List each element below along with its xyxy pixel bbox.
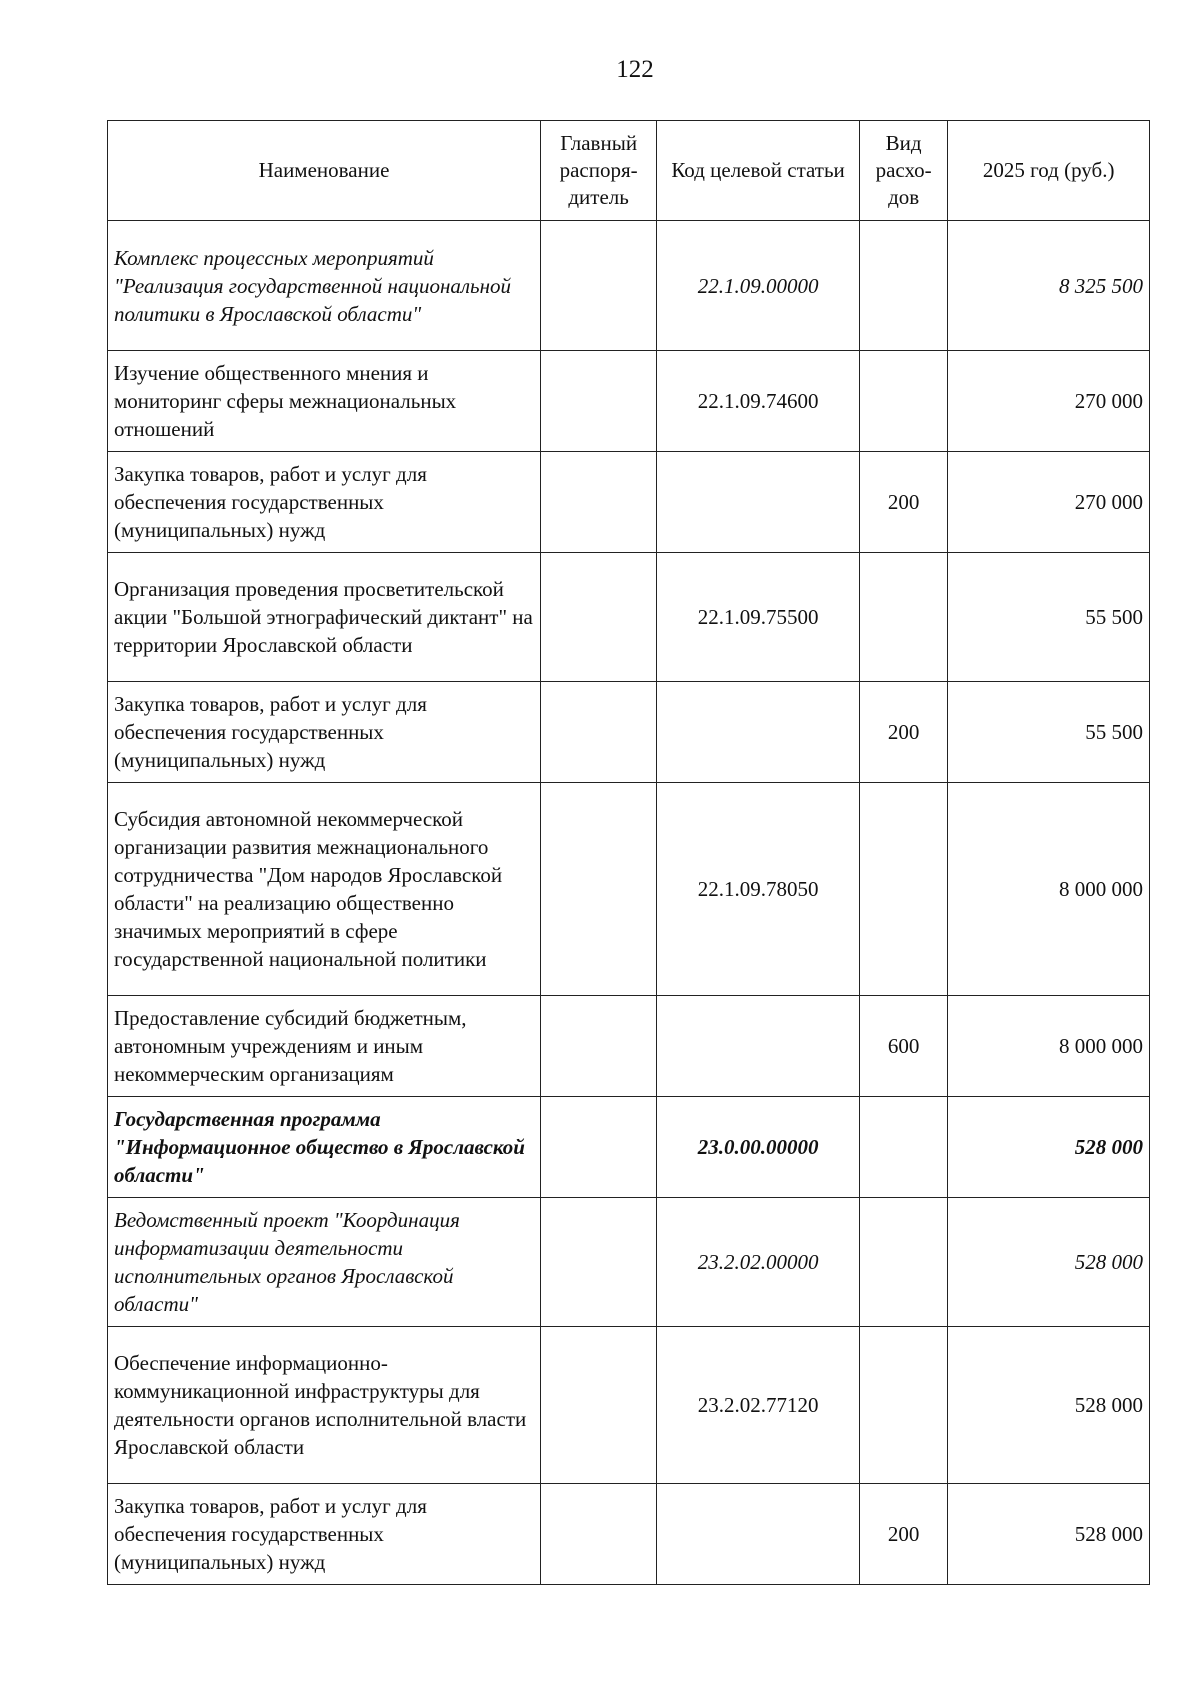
table-row: [108, 1327, 1150, 1484]
cell-kind: 200: [859, 452, 948, 553]
header-amount: 2025 год (руб.): [948, 121, 1150, 221]
table-row: [108, 1484, 1150, 1585]
cell-code: 22.1.09.74600: [657, 351, 860, 452]
table-row: [108, 221, 1150, 351]
cell-code: 22.1.09.00000: [657, 221, 860, 351]
cell-amount: 528 000: [948, 1097, 1150, 1198]
cell-amount: 55 500: [948, 553, 1150, 682]
cell-code: [657, 452, 860, 553]
cell-code: [657, 1484, 860, 1585]
cell-kind: [859, 1097, 948, 1198]
cell-name: Государственная программа "Информационное общество в Ярославской области": [108, 1097, 541, 1198]
cell-code: 22.1.09.78050: [657, 783, 860, 996]
cell-code: [657, 996, 860, 1097]
cell-name: Изучение общественного мнения и мониторинг сферы межнациональных отношений: [108, 351, 541, 452]
cell-manager: [541, 682, 657, 783]
cell-kind: 600: [859, 996, 948, 1097]
table-row: [108, 351, 1150, 452]
cell-manager: [541, 221, 657, 351]
cell-kind: [859, 783, 948, 996]
cell-manager: [541, 553, 657, 682]
cell-kind: [859, 1198, 948, 1327]
cell-amount: 270 000: [948, 351, 1150, 452]
cell-kind: [859, 351, 948, 452]
table-row: [108, 996, 1150, 1097]
cell-kind: [859, 221, 948, 351]
cell-name: Обеспечение информационно-коммуникационной инфраструктуры для деятельности органов исполнительной власти Ярославской области: [108, 1327, 541, 1484]
header-row: [108, 121, 1150, 221]
cell-name: Ведомственный проект "Координация информатизации деятельности исполнительных органов Ярославской области": [108, 1198, 541, 1327]
cell-kind: 200: [859, 1484, 948, 1585]
cell-amount: 528 000: [948, 1198, 1150, 1327]
header-code: Код целевой статьи: [657, 121, 860, 221]
cell-manager: [541, 1198, 657, 1327]
header-name: Наименование: [108, 121, 541, 221]
cell-amount: 8 000 000: [948, 783, 1150, 996]
cell-code: 23.2.02.00000: [657, 1198, 860, 1327]
cell-amount: 8 325 500: [948, 221, 1150, 351]
page-number: 122: [616, 56, 654, 83]
cell-amount: 528 000: [948, 1327, 1150, 1484]
header-kind: Вид расхо-дов: [859, 121, 948, 221]
cell-code: 23.0.00.00000: [657, 1097, 860, 1198]
header-manager: Главный распоря-дитель: [541, 121, 657, 221]
cell-kind: [859, 1327, 948, 1484]
budget-table: [107, 120, 1150, 1585]
table-row: [108, 783, 1150, 996]
cell-amount: 8 000 000: [948, 996, 1150, 1097]
table-row: [108, 452, 1150, 553]
cell-manager: [541, 1097, 657, 1198]
cell-code: 22.1.09.75500: [657, 553, 860, 682]
cell-amount: 270 000: [948, 452, 1150, 553]
cell-manager: [541, 1484, 657, 1585]
table-row: [108, 1198, 1150, 1327]
cell-name: Организация проведения просветительской акции "Большой этнографический диктант" на территории Ярославской области: [108, 553, 541, 682]
cell-kind: 200: [859, 682, 948, 783]
cell-amount: 55 500: [948, 682, 1150, 783]
cell-manager: [541, 452, 657, 553]
cell-name: Закупка товаров, работ и услуг для обеспечения государственных (муниципальных) нужд: [108, 1484, 541, 1585]
table-row: [108, 682, 1150, 783]
table-row: [108, 1097, 1150, 1198]
cell-amount: 528 000: [948, 1484, 1150, 1585]
cell-name: Закупка товаров, работ и услуг для обеспечения государственных (муниципальных) нужд: [108, 682, 541, 783]
cell-manager: [541, 351, 657, 452]
cell-code: 23.2.02.77120: [657, 1327, 860, 1484]
table-body: [108, 221, 1150, 1585]
cell-name: Закупка товаров, работ и услуг для обеспечения государственных (муниципальных) нужд: [108, 452, 541, 553]
cell-manager: [541, 996, 657, 1097]
cell-name: Предоставление субсидий бюджетным, автономным учреждениям и иным некоммерческим организациям: [108, 996, 541, 1097]
cell-kind: [859, 553, 948, 682]
cell-manager: [541, 783, 657, 996]
table-header: [108, 121, 1150, 221]
cell-name: Субсидия автономной некоммерческой организации развития межнационального сотрудничества "Дом народов Ярославской области" на реализацию общественно значимых мероприятий в сфере государственной национальной политики: [108, 783, 541, 996]
cell-code: [657, 682, 860, 783]
cell-name: Комплекс процессных мероприятий "Реализация государственной национальной политики в Ярославской области": [108, 221, 541, 351]
cell-manager: [541, 1327, 657, 1484]
table-row: [108, 553, 1150, 682]
